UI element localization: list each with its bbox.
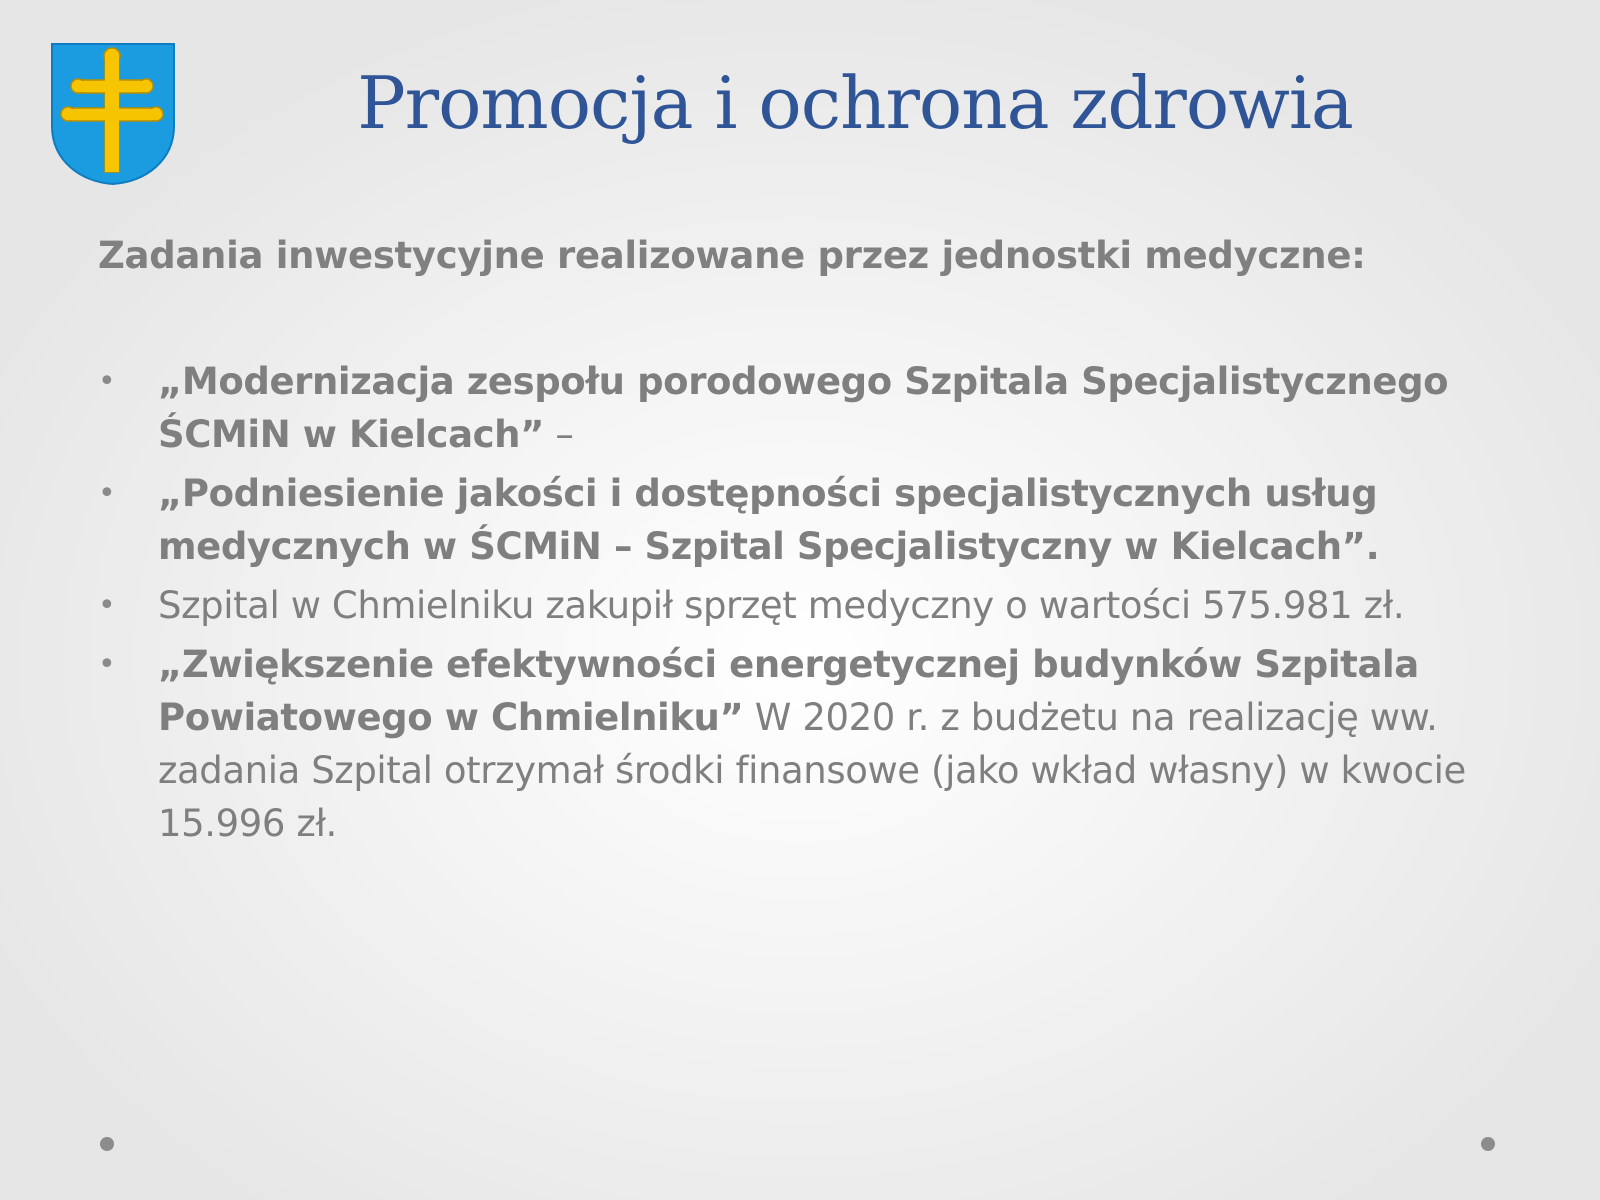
bullet-icon: •: [98, 647, 116, 682]
bullet-list: [98, 355, 1498, 856]
bullet-item: [98, 355, 1498, 461]
bullet-text: W 2020 r. z budżetu na realizację ww. zadania Szpital otrzymał środki finansowe (jako wkład własny) w kwocie 15.996 zł.: [158, 696, 1466, 845]
bullet-item: [98, 579, 1498, 632]
bullet-icon: •: [98, 476, 116, 511]
bullet-bold-text: „Podniesienie jakości i dostępności specjalistycznych usług medycznych w ŚCMiN – Szpital Specjalistyczny w Kielcach”.: [158, 472, 1380, 568]
coat-of-arms-icon: [50, 42, 176, 186]
bullet-item: [98, 638, 1498, 850]
bullet-bold-text: „Zwiększenie efektywności energetycznej budynków Szpitala Powiatowego w Chmielniku”: [158, 643, 1419, 739]
slide-title: Promocja i ochrona zdrowia: [357, 61, 1353, 145]
bullet-item: [98, 467, 1498, 573]
bullet-text: –: [544, 413, 574, 456]
bullet-icon: •: [98, 364, 116, 399]
bullet-text: Szpital w Chmielniku zakupił sprzęt medyczny o wartości 575.981 zł.: [158, 584, 1405, 627]
bullet-icon: •: [98, 588, 116, 623]
slide-subtitle: Zadania inwestycyjne realizowane przez jednostki medyczne:: [98, 234, 1366, 277]
decorative-dot-right: [1481, 1137, 1495, 1151]
decorative-dot-left: [100, 1137, 114, 1151]
bullet-bold-text: „Modernizacja zespołu porodowego Szpitala Specjalistycznego ŚCMiN w Kielcach”: [158, 360, 1449, 456]
